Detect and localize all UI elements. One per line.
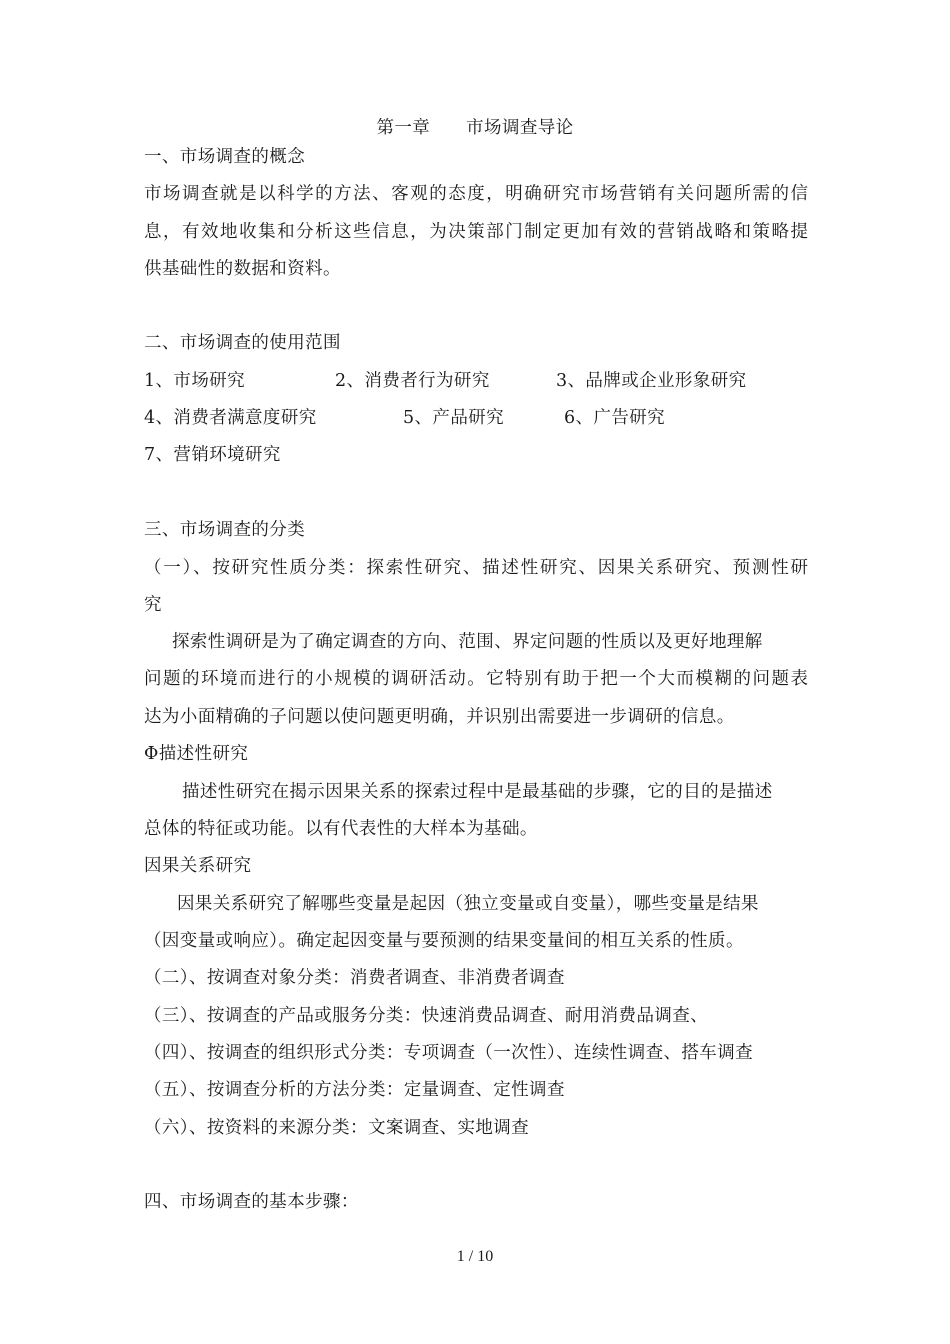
s3-category-line: （五）、按调查分析的方法分类：定量调查、定性调查	[144, 1080, 565, 1100]
scope-item: 3、品牌或企业形象研究	[556, 371, 747, 391]
chapter-number: 第一章	[376, 118, 431, 138]
s1-paragraph-line: 市场调查就是以科学的方法、客观的态度，明确研究市场营销有关问题所需的信	[144, 184, 808, 204]
scope-item: 2、消费者行为研究	[335, 371, 490, 391]
scope-item: 5、产品研究	[403, 408, 505, 428]
section-1-heading: 一、市场调查的概念	[144, 147, 306, 167]
causal-paragraph-line: （因变量或响应）。确定起因变量与要预测的结果变量间的相互关系的性质。	[144, 931, 744, 951]
s1-paragraph-line: 供基础性的数据和资料。	[144, 259, 341, 279]
section-3-heading: 三、市场调查的分类	[144, 520, 306, 540]
scope-item: 1、市场研究	[144, 371, 246, 391]
descriptive-paragraph-line: 总体的特征或功能。以有代表性的大样本为基础。	[144, 819, 538, 839]
section-2-heading: 二、市场调查的使用范围	[144, 333, 341, 353]
descriptive-paragraph-line: 描述性研究在揭示因果关系的探索过程中是最基础的步骤，它的目的是描述	[182, 782, 773, 802]
descriptive-heading: Φ描述性研究	[144, 744, 249, 764]
scope-item: 6、广告研究	[564, 408, 666, 428]
explore-paragraph-line: 问题的环境而进行的小规模的调研活动。它特别有助于把一个大而模糊的问题表	[144, 669, 808, 689]
chapter-name: 市场调查导论	[466, 118, 574, 138]
s3-category-line: 究	[144, 595, 162, 615]
causal-heading: 因果关系研究	[144, 856, 252, 876]
causal-paragraph-line: 因果关系研究了解哪些变量是起因（独立变量或自变量），哪些变量是结果	[177, 894, 759, 914]
s3-category-line: （四）、按调查的组织形式分类：专项调查（一次性）、连续性调查、搭车调查	[144, 1043, 753, 1063]
scope-item: 7、营销环境研究	[144, 445, 281, 465]
s3-category-line: （三）、按调查的产品或服务分类：快速消费品调查、耐用消费品调查、	[144, 1006, 709, 1026]
s3-category-line: （一）、按研究性质分类：探索性研究、描述性研究、因果关系研究、预测性研	[144, 558, 808, 578]
page-number: 1 / 10	[456, 1248, 494, 1265]
scope-item: 4、消费者满意度研究	[144, 408, 317, 428]
explore-paragraph-line: 探索性调研是为了确定调查的方向、范围、界定问题的性质以及更好地理解	[172, 632, 763, 652]
section-4-heading: 四、市场调查的基本步骤：	[144, 1192, 359, 1212]
s3-category-line: （六）、按资料的来源分类：文案调查、实地调查	[144, 1118, 530, 1138]
explore-paragraph-line: 达为小面精确的子问题以使问题更明确，并识别出需要进一步调研的信息。	[144, 707, 735, 727]
s3-category-line: （二）、按调查对象分类：消费者调查、非消费者调查	[144, 968, 565, 988]
chapter-title	[0, 116, 950, 140]
s1-paragraph-line: 息，有效地收集和分析这些信息，为决策部门制定更加有效的营销战略和策略提	[144, 222, 808, 242]
